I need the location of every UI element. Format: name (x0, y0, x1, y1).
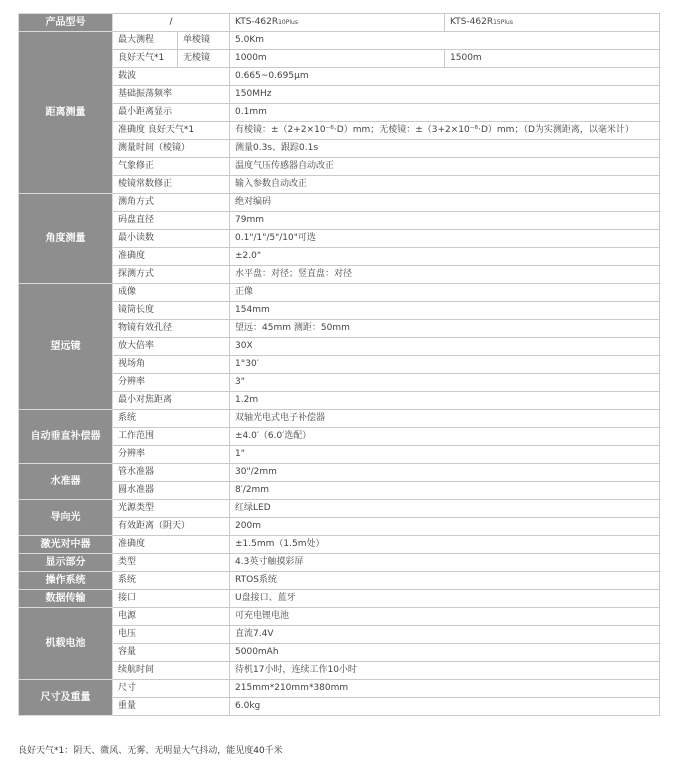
row-label: 最小对焦距离 (113, 392, 230, 410)
group-display: 显示部分 (19, 554, 113, 572)
footnote: 良好天气*1：阴天、微风、无雾、无明显大气抖动，能见度40千米 (18, 746, 283, 756)
row-label: 分辨率 (113, 446, 230, 464)
row-value: 1°30′ (230, 356, 660, 374)
no-prism-value-1: 1000m (230, 50, 445, 68)
row-value: 1.2m (230, 392, 660, 410)
table-row (19, 122, 660, 140)
header-label: 产品型号 (19, 14, 113, 32)
row-label: 物镜有效孔径 (113, 320, 230, 338)
row-value: 150MHz (230, 86, 660, 104)
table-row (19, 536, 660, 554)
row-label: 气象修正 (113, 158, 230, 176)
row-label: 尺寸 (113, 680, 230, 698)
table-row (19, 572, 660, 590)
row-value: 有棱镜：±（2+2×10⁻⁶·D）mm；无棱镜：±（3+2×10⁻⁶·D）mm；（D为实测距离，以毫米计） (230, 122, 660, 140)
table-row (19, 176, 660, 194)
table-row (19, 140, 660, 158)
row-label: 准确度 (113, 248, 230, 266)
row-label: 探测方式 (113, 266, 230, 284)
table-row (19, 554, 660, 572)
table-row (19, 608, 660, 626)
table-row (19, 86, 660, 104)
group-os: 操作系统 (19, 572, 113, 590)
row-label: 工作范围 (113, 428, 230, 446)
row-value: 0.665~0.695μm (230, 68, 660, 86)
group-guide-light: 导向光 (19, 500, 113, 536)
header-row (19, 14, 660, 32)
no-prism-label: 无棱镜 (178, 50, 230, 68)
row-value: ±1.5mm（1.5m处） (230, 536, 660, 554)
table-row (19, 248, 660, 266)
row-label: 测量时间（棱镜） (113, 140, 230, 158)
single-prism-label: 单棱镜 (178, 32, 230, 50)
row-value: 待机17小时，连续工作10小时 (230, 662, 660, 680)
row-label: 有效距离（阴天） (113, 518, 230, 536)
good-weather-label: 良好天气*1 (113, 50, 178, 68)
row-value: U盘接口、蓝牙 (230, 590, 660, 608)
table-row (19, 626, 660, 644)
no-prism-value-2: 1500m (445, 50, 660, 68)
row-value: ±4.0′（6.0′选配） (230, 428, 660, 446)
table-row (19, 428, 660, 446)
row-label: 视场角 (113, 356, 230, 374)
row-value: 215mm*210mm*380mm (230, 680, 660, 698)
row-label: 测角方式 (113, 194, 230, 212)
row-label: 光源类型 (113, 500, 230, 518)
row-label: 成像 (113, 284, 230, 302)
table-row (19, 500, 660, 518)
row-value: 3" (230, 374, 660, 392)
group-telescope: 望远镜 (19, 284, 113, 410)
row-label: 准确度 (113, 536, 230, 554)
table-row (19, 302, 660, 320)
table-row (19, 212, 660, 230)
row-value: 30"/2mm (230, 464, 660, 482)
row-value: 输入参数自动改正 (230, 176, 660, 194)
row-label: 续航时间 (113, 662, 230, 680)
table-row (19, 338, 660, 356)
row-value: 79mm (230, 212, 660, 230)
table-row (19, 50, 660, 68)
row-value: 测量0.3s、跟踪0.1s (230, 140, 660, 158)
row-value: 200m (230, 518, 660, 536)
table-row (19, 590, 660, 608)
row-label: 系统 (113, 410, 230, 428)
row-label: 准确度 良好天气*1 (113, 122, 230, 140)
table-row (19, 464, 660, 482)
table-row (19, 320, 660, 338)
row-label: 电源 (113, 608, 230, 626)
table-row (19, 374, 660, 392)
row-label: 重量 (113, 698, 230, 716)
table-row (19, 68, 660, 86)
row-label: 放大倍率 (113, 338, 230, 356)
table-row (19, 680, 660, 698)
table-row (19, 266, 660, 284)
row-value: 双轴光电式电子补偿器 (230, 410, 660, 428)
table-row (19, 644, 660, 662)
row-value: 6.0kg (230, 698, 660, 716)
row-value: 红绿LED (230, 500, 660, 518)
group-distance: 距离测量 (19, 32, 113, 194)
row-label: 容量 (113, 644, 230, 662)
row-value: 可充电锂电池 (230, 608, 660, 626)
spec-table (18, 13, 660, 716)
group-battery: 机载电池 (19, 608, 113, 680)
group-level: 水准器 (19, 464, 113, 500)
table-row (19, 410, 660, 428)
row-label: 镜筒长度 (113, 302, 230, 320)
table-row (19, 356, 660, 374)
row-value: 5000mAh (230, 644, 660, 662)
table-row (19, 104, 660, 122)
row-label: 基础振荡频率 (113, 86, 230, 104)
row-label: 圆水准器 (113, 482, 230, 500)
table-row (19, 194, 660, 212)
table-row (19, 158, 660, 176)
row-value: 8′/2mm (230, 482, 660, 500)
row-value: 正像 (230, 284, 660, 302)
row-label: 最小读数 (113, 230, 230, 248)
row-label: 最小距离显示 (113, 104, 230, 122)
row-label: 接口 (113, 590, 230, 608)
table-row (19, 284, 660, 302)
row-value: ±2.0" (230, 248, 660, 266)
table-row (19, 392, 660, 410)
group-size-weight: 尺寸及重量 (19, 680, 113, 716)
group-compensator: 自动垂直补偿器 (19, 410, 113, 464)
row-value: 4.3英寸触摸彩屏 (230, 554, 660, 572)
table-row (19, 662, 660, 680)
table-row (19, 698, 660, 716)
row-value: RTOS系统 (230, 572, 660, 590)
row-label: 码盘直径 (113, 212, 230, 230)
row-value: 154mm (230, 302, 660, 320)
row-label: 电压 (113, 626, 230, 644)
row-label: 管水准器 (113, 464, 230, 482)
row-value: 望远：45mm 测距：50mm (230, 320, 660, 338)
header-slash: / (113, 14, 230, 32)
single-prism-value: 5.0Km (230, 32, 660, 50)
table-row (19, 32, 660, 50)
group-data-transfer: 数据传输 (19, 590, 113, 608)
group-laser-plummet: 激光对中器 (19, 536, 113, 554)
group-angle: 角度测量 (19, 194, 113, 284)
table-row (19, 482, 660, 500)
table-row (19, 230, 660, 248)
table-row (19, 446, 660, 464)
row-label: 载波 (113, 68, 230, 86)
row-label: 棱镜常数修正 (113, 176, 230, 194)
row-value: 0.1mm (230, 104, 660, 122)
max-range-label: 最大测程 (113, 32, 178, 50)
model-2: KTS-462R15Plus (445, 14, 660, 32)
row-label: 类型 (113, 554, 230, 572)
row-value: 0.1"/1"/5"/10"可选 (230, 230, 660, 248)
row-value: 温度气压传感器自动改正 (230, 158, 660, 176)
row-value: 水平盘：对径；竖直盘：对径 (230, 266, 660, 284)
row-label: 系统 (113, 572, 230, 590)
row-value: 1" (230, 446, 660, 464)
model-1: KTS-462R10Plus (230, 14, 445, 32)
row-value: 直流7.4V (230, 626, 660, 644)
row-label: 分辨率 (113, 374, 230, 392)
row-value: 绝对编码 (230, 194, 660, 212)
row-value: 30X (230, 338, 660, 356)
table-row (19, 518, 660, 536)
